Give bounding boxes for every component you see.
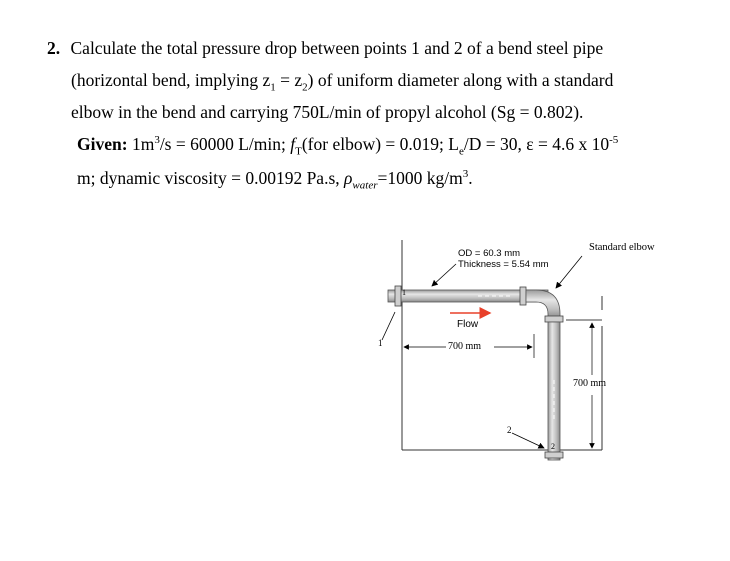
text-segment: (for elbow) = 0.019; L xyxy=(301,134,459,154)
superscript: 3 xyxy=(462,168,469,181)
subscript: 2 xyxy=(302,81,308,94)
od-leader xyxy=(432,264,456,286)
problem-line-1 xyxy=(47,38,603,59)
text-segment: . xyxy=(468,168,473,188)
superscript: -5 xyxy=(609,134,619,147)
text-segment: 1m xyxy=(127,134,155,154)
problem-text-line1: Calculate the total pressure drop between points 1 and 2 of a bend steel pipe xyxy=(70,38,604,58)
superscript: 3 xyxy=(154,134,160,147)
dim-vertical-label: 700 mm xyxy=(573,378,607,389)
problem-number: 2. xyxy=(47,38,61,58)
text-segment: =1000 kg/m xyxy=(377,168,463,188)
flange-point1 xyxy=(395,286,401,306)
elbow-leader xyxy=(556,256,582,288)
friction-symbol: f xyxy=(290,134,296,154)
given-label: Given: xyxy=(77,134,128,154)
od-label xyxy=(458,248,549,270)
elbow xyxy=(526,290,560,318)
text-segment: m; dynamic viscosity = 0.00192 Pa.s, xyxy=(77,168,345,188)
point2-leader xyxy=(512,433,544,448)
problem-line-2 xyxy=(71,70,614,94)
pipe-bend-figure xyxy=(370,230,680,470)
flange-elbow-out xyxy=(545,316,563,322)
subscript: water xyxy=(352,179,378,192)
problem-line-5 xyxy=(77,168,473,192)
point2-label: 2 xyxy=(507,425,512,435)
point1-leader xyxy=(382,312,395,340)
subscript: T xyxy=(295,145,302,158)
text-segment: /D = 30, ε = 4.6 x 10 xyxy=(463,134,610,154)
text-segment: ) of uniform diameter along with a standard xyxy=(307,70,614,90)
subscript: e xyxy=(458,145,464,158)
point1-label: 1 xyxy=(378,338,383,348)
flange-point2 xyxy=(545,452,563,458)
od-text: OD = 60.3 mm xyxy=(458,248,521,259)
point2-pipe-label: 2 xyxy=(551,442,555,451)
given-line xyxy=(77,134,619,158)
subscript: 1 xyxy=(270,81,276,94)
dim-horizontal-label: 700 mm xyxy=(448,341,482,352)
density-symbol: ρ xyxy=(344,168,353,188)
text-segment: (horizontal bend, implying z xyxy=(71,70,271,90)
text-segment: = z xyxy=(275,70,303,90)
thickness-text: Thickness = 5.54 mm xyxy=(458,259,549,270)
flange-elbow-in xyxy=(520,287,526,305)
point1-pipe-label: 1 xyxy=(402,288,406,297)
problem-line-3: elbow in the bend and carrying 750L/min of propyl alcohol (Sg = 0.802). xyxy=(71,102,584,122)
flow-label: Flow xyxy=(457,319,479,330)
standard-elbow-label: Standard elbow xyxy=(589,242,655,253)
text-segment: /s = 60000 L/min; xyxy=(159,134,291,154)
